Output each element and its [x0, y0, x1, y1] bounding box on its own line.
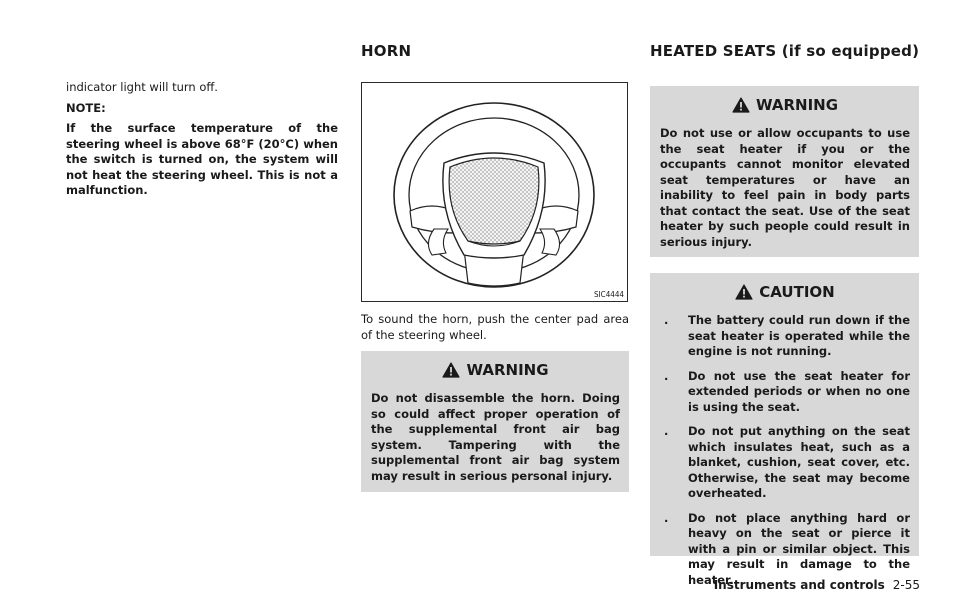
caution-list [660, 313, 910, 588]
page-number: 2-55 [892, 578, 920, 592]
warning-title-text: WARNING [755, 96, 839, 114]
heated-seats-caution-title [660, 283, 910, 301]
list-item: . Do not place anything hard or heavy on the seat or pierce it with a pin or similar object. This may result in damage to the heater. [664, 510, 910, 587]
intro-text: indicator light will turn off. [66, 80, 218, 94]
warning-triangle-icon [442, 362, 460, 378]
note-text: If the surface temperature of the steering wheel is above 68°F (20°C) when the switch is turned on, the system will not heat the steering wheel. This is not a malfunction. [66, 121, 338, 197]
heated-seats-warning-text: Do not use or allow occupants to use the seat heater if you or the occupants cannot monitor elevated seat temperatures or have an inability to feel pain in body parts that contact the seat. Use of the seat heater by such people could result in serious injury. [660, 126, 910, 249]
horn-warning-title [371, 361, 620, 379]
figure-label: SIC4444 [593, 290, 624, 299]
horn-warning-box [361, 351, 629, 492]
steering-wheel-figure [361, 82, 628, 302]
page-footer [714, 578, 920, 592]
list-item: . Do not put anything on the seat which insulates heat, such as a blanket, cushion, seat cover, etc. Otherwise, the seat may become overheated. [664, 424, 910, 500]
caution-title-text: CAUTION [759, 283, 835, 301]
caution-triangle-icon [735, 284, 753, 300]
horn-warning-text: Do not disassemble the horn. Doing so could affect proper operation of the supplemental front air bag system. Tampering with the supplemental front air bag system may result in serious personal injury. [371, 391, 620, 483]
horn-instructions [361, 312, 629, 343]
warning-title-text: WARNING [466, 361, 549, 379]
footer-section: Instruments and controls [713, 578, 885, 592]
heated-seats-heading: HEATED SEATS (if so equipped) [650, 42, 920, 60]
list-item: . Do not use the seat heater for extended periods or when no one is using the seat. [664, 368, 910, 414]
heated-seats-warning-title [660, 96, 910, 114]
steering-wheel-illustration [362, 83, 627, 301]
horn-text: To sound the horn, push the center pad area of the steering wheel. [361, 312, 629, 342]
column-left [66, 80, 338, 199]
warning-triangle-icon [732, 97, 750, 113]
note-label: NOTE: [66, 100, 106, 115]
heated-seats-warning-box [650, 86, 919, 257]
horn-heading: HORN [361, 42, 412, 60]
list-item: . The battery could run down if the seat heater is operated while the engine is not running. [664, 313, 910, 358]
